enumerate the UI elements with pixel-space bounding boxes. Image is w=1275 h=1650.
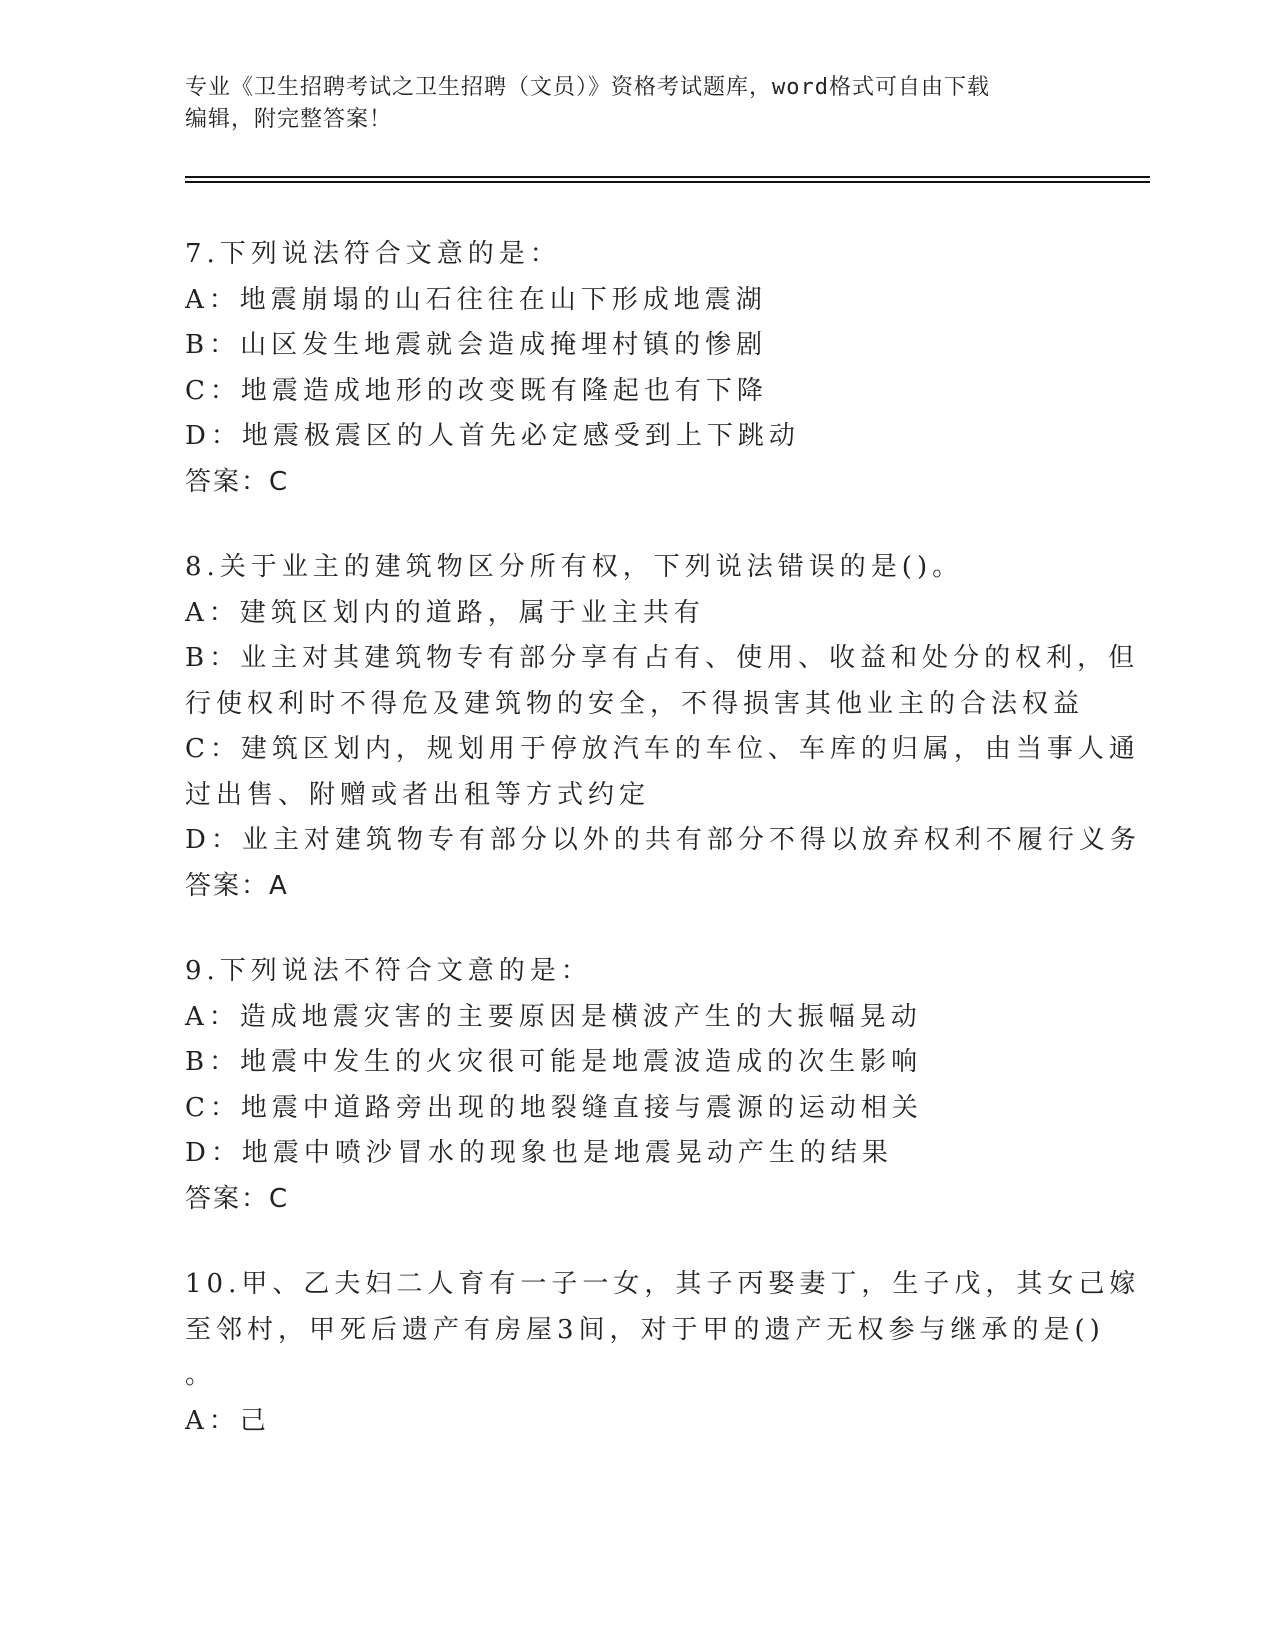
option-b: B：山区发生地震就会造成掩埋村镇的惨剧 bbox=[185, 330, 768, 360]
option-b: B：地震中发生的火灾很可能是地震波造成的次生影响 bbox=[185, 1047, 923, 1077]
option-a: A：造成地震灾害的主要原因是横波产生的大振幅晃动 bbox=[185, 1001, 922, 1032]
option-c: C：地震中道路旁出现的地裂缝直接与震源的运动相关 bbox=[185, 1092, 923, 1123]
option-c-continued: 过出售、附赠或者出租等方式约定 bbox=[185, 779, 651, 810]
option-c: C：建筑区划内，规划用于停放汽车的车位、车库的归属，由当事人通 bbox=[185, 734, 1140, 764]
question-7 bbox=[185, 232, 1085, 505]
question-stem-line-2: 至邻村，甲死后遗产有房屋3间，对于甲的遗产无权参与继承的是() bbox=[185, 1314, 1105, 1345]
question-stem: 8.关于业主的建筑物区分所有权，下列说法错误的是()。 bbox=[185, 552, 964, 582]
option-b-continued: 行使权利时不得危及建筑物的安全，不得损害其他业主的合法权益 bbox=[185, 688, 1085, 719]
question-8 bbox=[185, 545, 1141, 909]
question-stem: 7.下列说法符合文意的是： bbox=[185, 239, 561, 269]
option-a: A：地震崩塌的山石往往在山下形成地震湖 bbox=[185, 284, 767, 315]
question-stem-line-1: 10.甲、乙夫妇二人育有一子一女，其子丙娶妻丁，生子戊，其女己嫁 bbox=[185, 1269, 1141, 1299]
option-a: A：建筑区划内的道路，属于业主共有 bbox=[185, 597, 705, 628]
question-stem: 9.下列说法不符合文意的是： bbox=[185, 956, 592, 986]
question-stem-line-3: 。 bbox=[185, 1360, 217, 1390]
option-b: B：业主对其建筑物专有部分享有占有、使用、收益和处分的权利，但 bbox=[185, 643, 1140, 673]
option-d: D：业主对建筑物专有部分以外的共有部分不得以放弃权利不履行义务 bbox=[185, 825, 1141, 855]
answer-line: 答案：C bbox=[185, 1183, 290, 1214]
option-d: D：地震极震区的人首先必定感受到上下跳动 bbox=[185, 421, 800, 451]
question-10 bbox=[185, 1262, 1141, 1444]
header-double-rule bbox=[185, 176, 1150, 183]
document-header bbox=[185, 72, 1065, 136]
answer-line: 答案：A bbox=[185, 870, 289, 901]
option-a: A：己 bbox=[185, 1405, 271, 1436]
header-line-1: 专业《卫生招聘考试之卫生招聘（文员）》资格考试题库，word格式可自由下载 bbox=[185, 75, 990, 100]
header-line-2: 编辑，附完整答案！ bbox=[185, 107, 393, 132]
question-list bbox=[185, 232, 1141, 1484]
answer-line: 答案：C bbox=[185, 466, 290, 497]
option-c: C：地震造成地形的改变既有隆起也有下降 bbox=[185, 375, 768, 406]
question-9 bbox=[185, 949, 1085, 1222]
option-d: D：地震中喷沙冒水的现象也是地震晃动产生的结果 bbox=[185, 1138, 893, 1168]
